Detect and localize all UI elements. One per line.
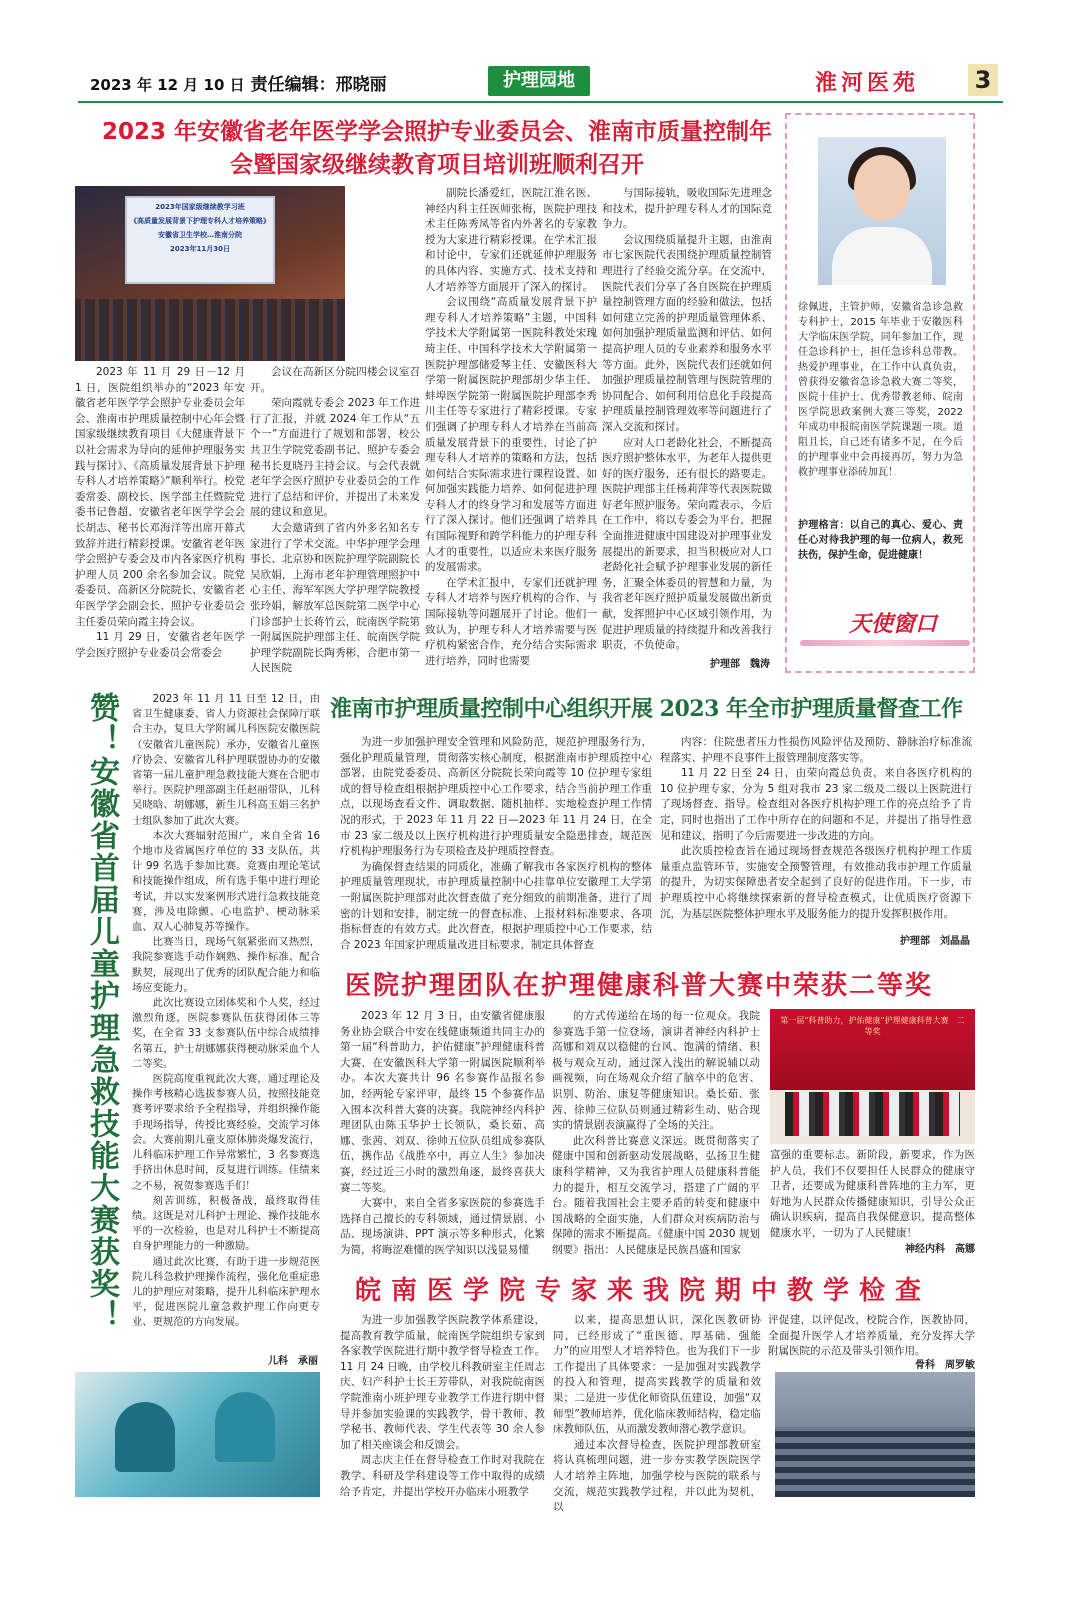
header-divider xyxy=(78,101,1003,103)
article1-title: 2023 年安徽省老年医学学会照护专业委员会、淮南市质量控制年会暨国家级继续教育项目培训班顺利召开 xyxy=(101,119,773,178)
stage-line-2: 《高质量发展背景下护理专科人才培养策略》 xyxy=(130,217,270,225)
editor-name: 责任编辑：邢晓丽 xyxy=(250,75,387,95)
article1-col2: 会议在高新区分院四楼会议室召开。 荣向霞就专委会 2023 年工作进行了汇报，并就 2024 年工作从“五个一”方面进行了规划和部署，校公共卫生学院党委副书记、照护专委会秘书长夏晓丹主持会议。与会代表就老年学会医疗照护专业委员会的工作进行了总结和评价，并提出了未来发展的建议和意见。 大会邀请到了省内外多名知名专家进行了学术交流。中华护理学会理事长、北京协和医院护理学院副院长吴欣娟，上海市老年护理管理照护中心主任、海军军医大学护理学院教授张玲娟，解放军总医院第二医学中心门诊部护士长蒋竹云，皖南医学院第一附属医院护理部主任、皖南医学院护理学院副院长陶秀彬，合肥市第一人民医院 xyxy=(250,366,420,675)
angel-window-ornament xyxy=(800,640,970,646)
article3-col2: 内容：住院患者压力性损伤风险评估及预防、静脉治疗标准流程落实、护理不良事件上报管理制度落实等。 11 月 22 日至 24 日，由荣向霞总负责，来自各医疗机构的 10 位护理专家，分为 5 组对我市 23 家二级及二级以上医院进行了现场督查、指导。检查组对各医疗机构护理工作的亮点给予了肯定，同时也指出了工作中所存在的问题和不足，并提出了指导性意见和建议，指明了今后需要进一步改进的方向。 此次质控检查旨在通过现场督查规范各级医疗机构护理工作质量重点监管环节，实施安全预警管理，有效推动我市护理工作质量的提升，为切实保障患者安全起到了良好的促进作用。下一步，市护理质控中心将继续探索新的督导检查模式，让优质医疗资源下沉，为基层医院整体护理水平及服务能力的提升发挥积极作用。 xyxy=(660,736,972,920)
article5-col1: 为进一步加强教学医院教学体系建设，提高教育教学质量，皖南医学院组织专家到各家教学医院进行期中教学督导检查工作。11 月 24 日晚，由学校儿科教研室主任周志庆、妇产科护士长王芳带队，对我院皖南医学院淮南小班护理专业教学工作进行期中督导并参加实验课的实践教学，骨干教师、教学秘书、教师代表、学生代表等 30 余人参加了相关座谈会和反馈会。 周志庆主任在督导检查工作时对我院在教学、科研及学科建设等工作中取得的成绩给予肯定，并提出学校开办临床小班教学 xyxy=(340,1314,545,1498)
article4-col2: 的方式传递给在场的每一位观众。我院参赛选手第一位登场，演讲者神经内科护士高娜和刘双以稳健的台风、饱满的情绪、积极与观众互动，通过深入浅出的解说辅以动画视频，向在场观众介绍了脑卒中的危害、识别、防治、康复等健康知识。桑长茹、张茜、徐帅三位队员则通过精彩生动、贴合现实的情景剧表演赢得了全场的关注。 此次科普比赛意义深远。既贯彻落实了健康中国和创新驱动发展战略，弘扬卫生健康科学精神，又为我省护理人员健康科普能力的提升，相互交流学习，搭建了广阔的平台。随着我国社会主要矛盾的转变和健康中国战略的全面实施，人们群众对疾病防治与保障的需求不断提高。《健康中国 2030 规划纲要》指出：人民健康是民族昌盛和国家 xyxy=(552,1010,760,1256)
article4-byline: 神经内科 高娜 xyxy=(905,1244,975,1255)
conference-photo xyxy=(75,186,345,361)
issue-date: 2023 年 12 月 10 日 xyxy=(90,76,245,94)
article4-title: 医院护理团队在护理健康科普大赛中荣获二等奖 xyxy=(345,971,934,1001)
award-banner: 第一届“科普助力，护佑健康”护理健康科普大赛 二等奖 xyxy=(780,1016,965,1036)
article1-col1: 2023 年 11 月 29 日－12 月 1 日，医院组织举办的“2023 年安徽省老年医学学会照护专业委员会年会、淮南市护理质量控制中心年会暨国家级继续教育项目《大健康背景下以社会需求为导向的延伸护理服务实践与探讨》、《高质量发展背景下护理专科人才培养策略》”顺利举行。校党委常委、副校长、医学部主任暨院党委书记鲁超、安徽省老年医学学会会长胡志、秘书长邓海洋等出席开幕式致辞并进行精彩授课。安徽省老年医学会照护专委会及市内各家医疗机构护理人员 200 余名参加会议。院党委委员、高新区分院院长、安徽省老年医学学会副会长、照护专业委员会主任委员荣向霞主持会议。 11 月 29 日，安徽省老年医学学会医疗照护专业委员会常委会 xyxy=(75,366,245,659)
article2-vertical-title: 赞！安徽省首届儿童护理急救技能大赛获奖！ xyxy=(84,692,119,1332)
teaching-inspection-photo xyxy=(775,1372,975,1497)
article5-title: 皖南医学院专家来我院期中教学检查 xyxy=(355,1276,932,1306)
article2-byline: 儿科 承丽 xyxy=(268,1356,318,1367)
article5-col3: 评促建，以评促改，校院合作，医教协同，全面提升医学人才培养质量，充分发挥大学附属医院的示范及带头引领作用。 xyxy=(768,1314,975,1358)
stage-line-4: 2023年11月30日 xyxy=(170,245,230,253)
conference-stage-screen xyxy=(125,196,275,284)
article2-text: 2023 年 11 月 11 日至 12 日，由省卫生健康委、省人力资源社会保障厅联合主办，复旦大学附属儿科医院安徽医院（安徽省儿童医院）承办，安徽省儿童医疗协会、安徽省儿科护理联盟协办的安徽省第一届儿童护理急救技能大赛在合肥市举行。医院护理部副主任赵丽带队，儿科吴晓晗、胡娜娜，新生儿科高玉娟三名护士组队参加了此次大赛。 本次大赛辐射范围广，来自全省 16 个地市及省属医疗单位的 33 支队伍，共计 99 名选手参加比赛。竞赛由理论笔试和技能操作组成，所有选手集中进行理论考试，并以实发案例形式进行急救技能竞赛，涉及电除颤、心电监护、梗动脉采血、双人心肺复苏等操作。 比赛当日，现场气氛紧张而又热烈，我院参赛选手动作娴熟、操作标准、配合默契，展现出了优秀的团队配合能力和临场应变能力。 此次比赛设立团体奖和个人奖，经过激烈角逐，医院参赛队伍获得团体三等奖，在全省 33 支参赛队伍中综合成绩排名第五，护士胡娜娜获得梗动脉采血个人二等奖。 医院高度重视此次大赛，通过理论及操作考核精心选拔参赛人员，按照技能竞赛考评要求给予全程指导，并组织操作能手现场指导，传授比赛经验，交流学习体会。大赛前期儿童支原体肺炎爆发流行，儿科临床护理工作异常繁忙，3 名参赛选手挤出休息时间，反复进行训练。佳绩来之不易，祝贺参赛选手们！ 刻苦训练，积极备战，最终取得佳绩。这既是对儿科护士理论、操作技能水平的一次检验，也是对儿科护士不断提高自身护理能力的一种激励。 通过此次比赛，有助于进一步规范医院儿科急救护理操作流程，强化危重症患儿的护理应对策略，提升儿科临床护理水平，促进医院儿童急救护理工作向更专业、更规范的方向发展。 xyxy=(132,693,320,1329)
stage-line-1: 2023年国家级继续教学习班 xyxy=(155,203,245,211)
article5-col2: 以来，提高思想认识，深化医教研协同，已经形成了“重医德、厚基础、强能力”的应用型人才培养特色。也为我们下一步工作提出了具体要求：一是加强对实践教学的投入和管理，提高实践教学的质量和效果；二是进一步优化师资队伍建设，加强“双师型”教师培养，优化临床教师结构，稳定临床教师队伍，从而激发教师潜心教学意识。 通过本次督导检查，医院护理部教研室将认真梳理问题，进一步夯实教学医院医学人才培养主阵地，加强学校与医院的联系与交流，规范实践教学过程，并以此为契机，以 xyxy=(553,1314,761,1514)
pediatric-competition-photo xyxy=(75,1372,320,1497)
article4-col3: 富强的重要标志。新阶段，新要求，作为医护人员，我们不仅要担任人民群众的健康守卫者，还要成为健康科普阵地的主力军，更好地为人民群众传播健康知识，引导公众正确认识疾病，提高自我保健意识，提高整体健康水平，一切为了人民健康！ xyxy=(770,1149,975,1239)
section-name: 护理园地 xyxy=(488,66,590,96)
article1-col3: 副院长潘爱红，医院江淮名医、神经内科主任医师张梅，医院护理技术主任陈秀凤等省内外著名的专家教授为大家进行精彩授课。在学术汇报和讨论中，专家们还就延伸护理服务的具体内容、实施方式、技术支持和人才培养等方面展开了深入的探讨。 会议围绕“高质量发展背景下护理专科人才培养策略”主题，中国科学技术大学附属第一医院科教处宋瑰琦主任、中国科学技术大学附属第一医院护理部储爱琴主任、安徽医科大学第一附属医院护理部胡少华主任、蚌埠医学院第一附属医院护理部李秀川主任等专家进行了精彩授课。专家们强调了护理专科人才培养在当前高质量发展背景下的重要性，讨论了护理专科人才培养的策略和方法，包括如何结合实际需求进行课程设置、如何加强实践能力培养、如何促进护理专科人才的终身学习和发展等方面进行了深入探讨。他们还强调了培养具有国际视野和跨学科能力的护理专科人才的重要性，以适应未来医疗服务的发展需求。 在学术汇报中，专家们还就护理专科人才培养与医疗机构的合作、与国际接轨等问题展开了讨论。他们一致认为，护理专科人才培养需要与医疗机构紧密合作，充分结合实际需求进行培养，同时也需要 xyxy=(425,187,597,667)
award-ceremony-photo xyxy=(770,1009,975,1144)
article1-byline: 护理部 魏涛 xyxy=(710,659,770,670)
award-winners xyxy=(785,1092,960,1136)
nurse-bio: 徐佩进，主管护师，安徽省急诊急救专科护士，2015 年毕业于安徽医科大学临床医学院，同年参加工作，现任急诊科护士，担任急诊科总带教。热爱护理事业，在工作中认真负责，曾获得安徽省急诊急救大赛二等奖，医院十佳护士、优秀带教老师、皖南医学院思政案例大赛三等奖，2022 年成功申报皖南医学院课题一项。道阻且长，自己还有诸多不足，在今后的护理事业中会再接再厉，努力为急救护理事业添砖加瓦！ xyxy=(798,302,963,478)
nurse-portrait xyxy=(818,137,946,285)
stage-line-3: 安徽省卫生学校…淮南分院 xyxy=(158,231,242,239)
page-number: 3 xyxy=(968,64,998,96)
nurse-motto: 护理格言：以自己的真心、爱心、责任心对待我护理的每一位病人，救死扶伤，保护生命，促进健康！ xyxy=(798,520,963,561)
article1-col4: 与国际接轨，吸收国际先进理念和技术，提升护理专科人才的国际竞争力。 会议围绕质量提升主题，由淮南市七家医院代表围绕护理质量控制管理进行了经验交流分享。在交流中，医院代表们分享了各自医院在护理质量控制管理方面的经验和做法，包括如何建立完善的护理质量管理体系、如何加强护理质量监测和评估、如何提高护理人员的专业素养和服务水平等方面。此外，医院代表们还就如何加强护理质量控制管理与医院管理的协同配合、如何利用信息化手段提高护理质量控制管理效率等问题进行了深入交流和探讨。 应对人口老龄化社会，不断提高医疗照护整体水平，为老年人提供更好的医疗服务，还有很长的路要走。医院护理部主任杨莉萍等代表医院做好老年照护服务。荣向霞表示，今后在工作中，将以专委会为平台，把握全面推进健康中国建设对护理事业发展提出的新要求，担当积极应对人口老龄化社会赋予护理事业发展的新任务，汇聚全体委员的智慧和力量，为我省老年医疗照护质量发展做出新贡献，发挥照护中心区域引领作用，为促进护理质量的持续提升和改善我行职责，不负使命。 xyxy=(602,187,772,652)
article5-byline: 骨科 周罗敏 xyxy=(915,1360,975,1371)
article3-byline: 护理部 刘晶晶 xyxy=(900,936,970,947)
issue-date-editor xyxy=(90,70,387,95)
article3-title: 淮南市护理质量控制中心组织开展 2023 年全市护理质量督查工作 xyxy=(330,696,963,722)
angel-window-label: 天使窗口 xyxy=(848,611,937,637)
article4-col1: 2023 年 12 月 3 日，由安徽省健康服务业协会联合中安在线健康频道共同主办的第一届“科普助力，护佑健康”护理健康科普大赛，在安徽医科大学第一附属医院顺利举办。本次大赛共计 96 名参赛作品报名参加，经两轮专家评审，最终 15 个参赛作品入围本次科普大赛的决赛。我院神经内科护理团队由陈玉华护士长领队，桑长茹、高娜、张茜、刘双、徐帅五位队员组成参赛队伍，携作品《战胜卒中，再立人生》参加决赛，经过近三小时的激烈角逐，最终喜获大赛二等奖。 大赛中，来自全省多家医院的参赛选手选择自己擅长的专科领域，通过情景剧、小品、现场演讲、PPT 演示等多种形式，化繁为简，将晦涩难懂的医学知识以浅显易懂 xyxy=(340,1010,545,1256)
article3-col1: 为进一步加强护理安全管理和风险防范，规范护理服务行为，强化护理质量管理，贯彻落实核心制度，根据淮南市护理质控中心部署，由院党委委员、高新区分院院长荣向霞等 10 位护理专家组成的督导检查组根据护理质控中心工作要求，结合当前护理工作重点，以现场查看文件、调取数据、随机抽样、实地检查护理工作情况的形式，于 2023 年 11 月 22 日—2023 年 11 月 24 日，在全市 23 家二级及以上医疗机构进行护理质量安全隐患排查，规范医疗机构护理服务行为专项检查及护理质控督查。 为确保督查结果的同质化，准确了解我市各家医疗机构的整体护理质量管理现状，市护理质量控制中心挂靠单位安徽理工大学第一附属医院护理部对此次督查做了充分细致的前期准备，进行了周密的计划和安排，制定统一的督查标准、上报材料标准要求、各项指标督查的有效方式。此次督查，根据护理质控中心工作要求，结合 2023 年国家护理质量改进目标要求，制定具体督查 xyxy=(340,736,652,951)
paper-name: 淮河医苑 xyxy=(815,70,920,96)
audience xyxy=(75,299,345,361)
